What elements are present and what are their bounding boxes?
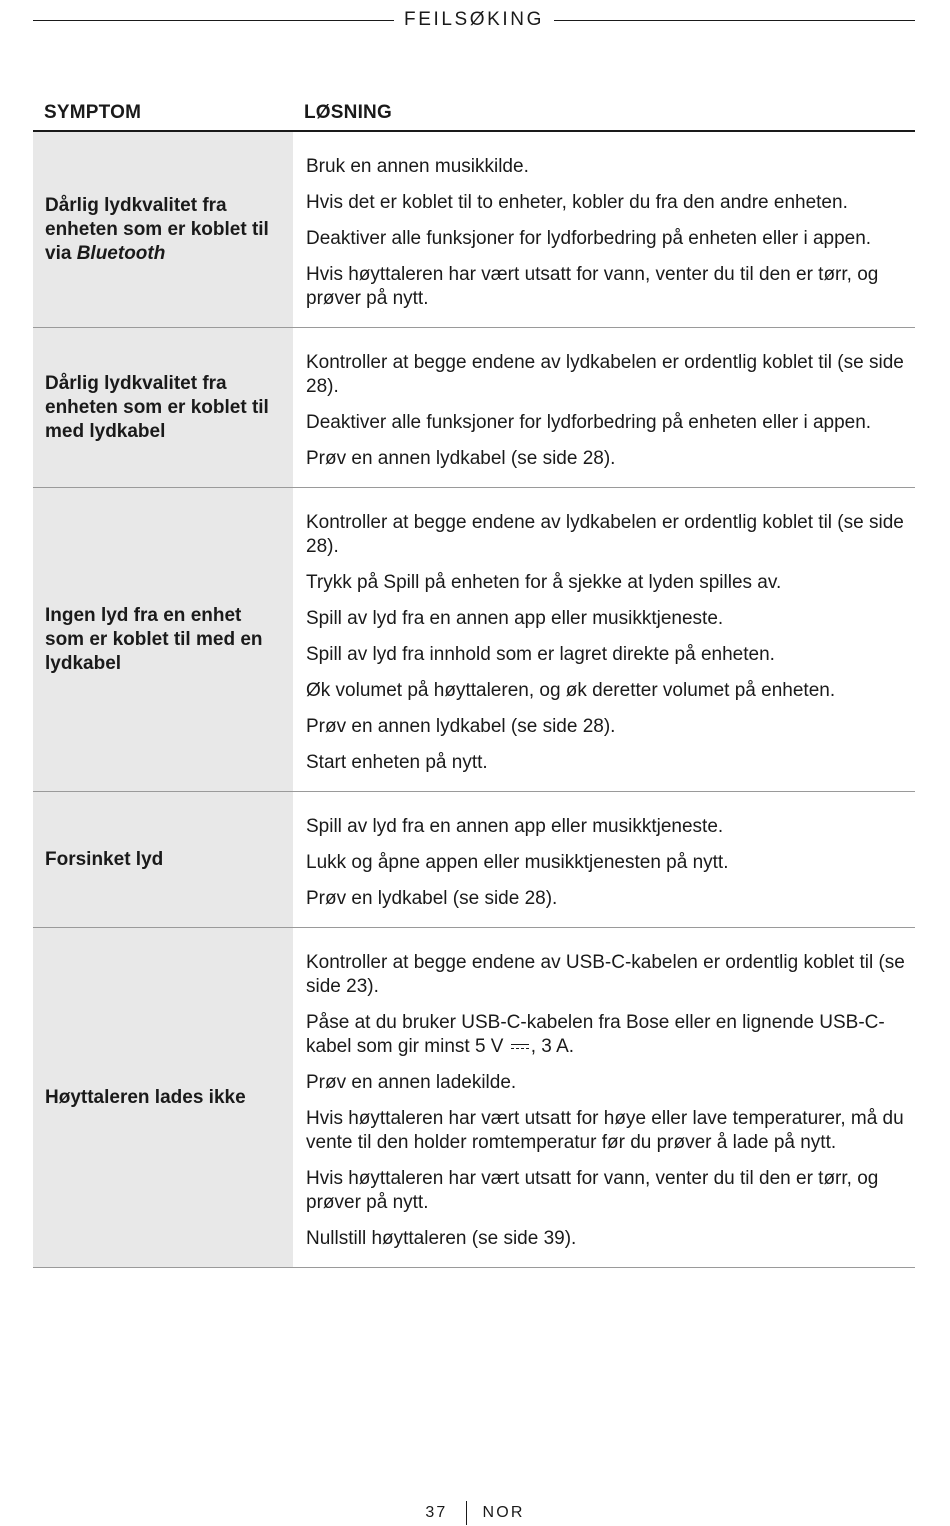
- symptom-cell: [33, 928, 293, 1267]
- column-header-solution: LØSNING: [304, 102, 392, 123]
- direct-current-symbol-icon: [510, 1042, 530, 1052]
- symptom-text: Ingen lyd fra en enhet som er koblet til med en lydkabel: [45, 604, 263, 674]
- solution-item: Prøv en lydkabel (se side 28).: [306, 888, 558, 909]
- symptom-text: Dårlig lydkvalitet fra enheten som er koblet til via: [45, 194, 269, 264]
- table-row: [33, 792, 915, 928]
- solution-text: Påse at du bruker USB-C-kabelen fra Bose eller en lignende USB-C-kabel som gir minst 5 V: [306, 1012, 885, 1057]
- solution-item: Start enheten på nytt.: [306, 752, 488, 773]
- solution-cell: [293, 328, 915, 487]
- symptom-text: Dårlig lydkvalitet fra enheten som er koblet til med lydkabel: [45, 372, 269, 442]
- page-number: 37: [425, 1504, 448, 1521]
- solution-item: Deaktiver alle funksjoner for lydforbedring på enheten eller i appen.: [306, 412, 872, 433]
- table-row: [33, 132, 915, 328]
- page-footer: [0, 1500, 950, 1526]
- solution-item: Hvis høyttaleren har vært utsatt for høye eller lave temperaturer, må du vente til den holder romtemperatur før du prøver å lade på nytt.: [306, 1108, 904, 1153]
- solution-cell: [293, 928, 915, 1267]
- solution-item: Spill av lyd fra en annen app eller musikktjeneste.: [306, 608, 724, 629]
- solution-item: Hvis høyttaleren har vært utsatt for vann, venter du til den er tørr, og prøver på nytt.: [306, 1168, 879, 1213]
- solution-item: Hvis det er koblet til to enheter, kobler du fra den andre enheten.: [306, 192, 848, 213]
- solution-item: Spill av lyd fra en annen app eller musikktjeneste.: [306, 816, 724, 837]
- solution-item: Deaktiver alle funksjoner for lydforbedring på enheten eller i appen.: [306, 228, 872, 249]
- solution-item: Nullstill høyttaleren (se side 39).: [306, 1228, 577, 1249]
- solution-item: Bruk en annen musikkilde.: [306, 156, 529, 177]
- solution-item: Hvis høyttaleren har vært utsatt for vann, venter du til den er tørr, og prøver på nytt.: [306, 264, 879, 309]
- solution-cell: [293, 132, 915, 327]
- symptom-cell: [33, 792, 293, 927]
- table-header: [33, 96, 915, 132]
- symptom-cell: [33, 132, 293, 327]
- solution-item: [306, 1011, 905, 1059]
- footer-divider: [466, 1501, 467, 1525]
- page-header: [33, 8, 915, 32]
- table-row: [33, 928, 915, 1268]
- solution-text: , 3 A.: [530, 1036, 575, 1057]
- solution-item: Spill av lyd fra innhold som er lagret direkte på enheten.: [306, 644, 775, 665]
- header-rule-right: [554, 20, 915, 21]
- solution-item: Lukk og åpne appen eller musikktjenesten på nytt.: [306, 852, 729, 873]
- solution-cell: [293, 488, 915, 791]
- solution-item: Kontroller at begge endene av USB-C-kabelen er ordentlig koblet til (se side 23).: [306, 952, 905, 997]
- table-row: [33, 488, 915, 792]
- solution-item: Prøv en annen lydkabel (se side 28).: [306, 448, 616, 469]
- solution-item: Øk volumet på høyttaleren, og øk deretter volumet på enheten.: [306, 680, 836, 701]
- symptom-cell: [33, 488, 293, 791]
- section-title: FEILSØKING: [403, 9, 545, 30]
- column-header-symptom: SYMPTOM: [44, 102, 142, 123]
- header-rule-left: [33, 20, 394, 21]
- solution-item: Prøv en annen ladekilde.: [306, 1072, 517, 1093]
- troubleshooting-table: [33, 96, 915, 1268]
- symptom-cell: [33, 328, 293, 487]
- symptom-emphasis: Bluetooth: [76, 242, 166, 264]
- symptom-text: Høyttaleren lades ikke: [45, 1086, 246, 1108]
- solution-item: Kontroller at begge endene av lydkabelen er ordentlig koblet til (se side 28).: [306, 512, 904, 557]
- solution-item: Prøv en annen lydkabel (se side 28).: [306, 716, 616, 737]
- language-code: NOR: [482, 1504, 525, 1521]
- solution-item: Kontroller at begge endene av lydkabelen er ordentlig koblet til (se side 28).: [306, 352, 904, 397]
- solution-cell: [293, 792, 915, 927]
- symptom-text: Forsinket lyd: [45, 848, 164, 870]
- solution-item: Trykk på Spill på enheten for å sjekke at lyden spilles av.: [306, 572, 782, 593]
- table-row: [33, 328, 915, 488]
